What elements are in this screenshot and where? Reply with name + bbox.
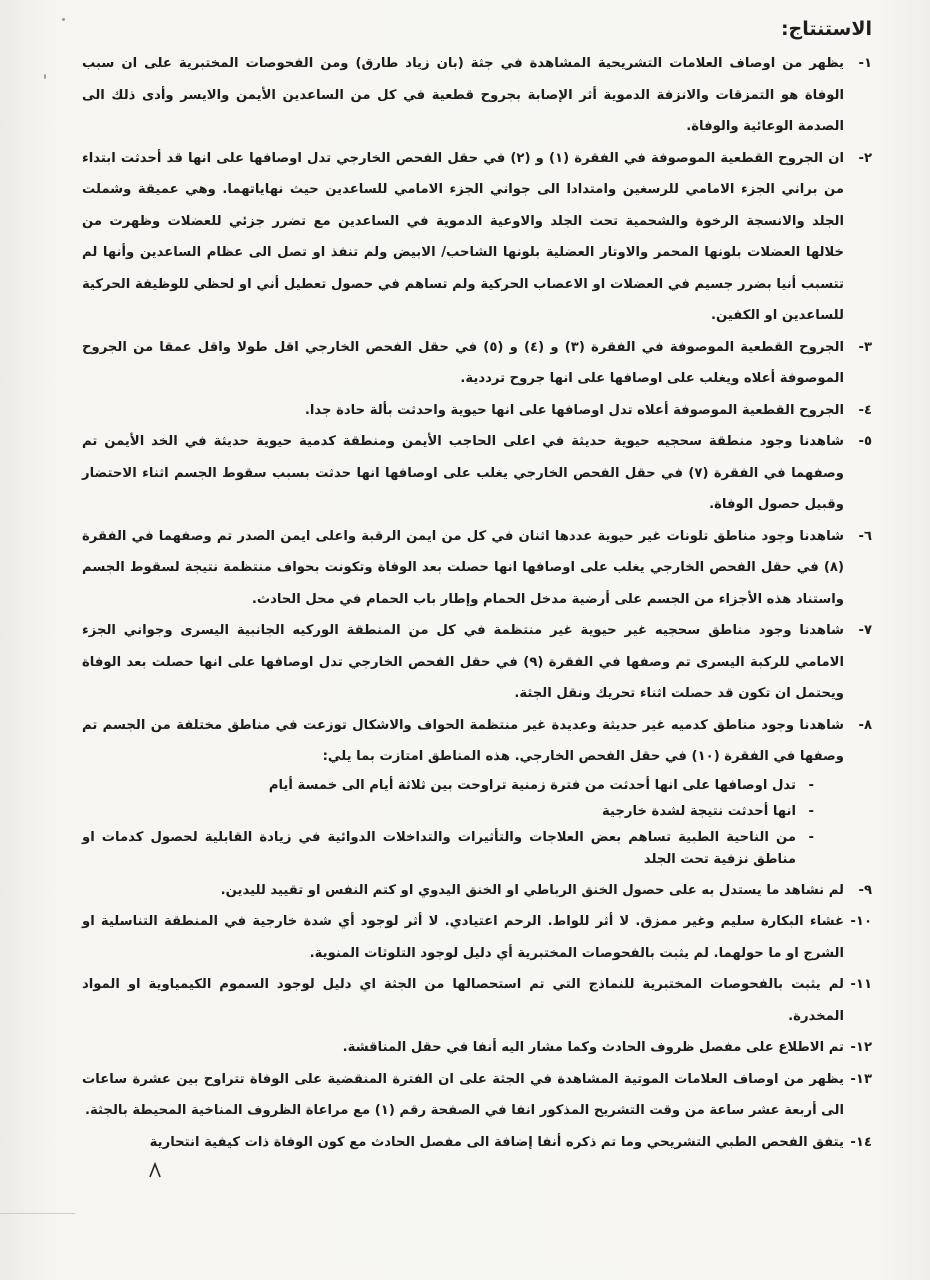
conclusion-item [82, 143, 872, 332]
item-number: ٢- [858, 150, 872, 166]
item-text: شاهدنا وجود مناطق سحجيه غير حيوية غير منتظمة في كل من المنطقة الوركيه الجانبية اليسرى وجواني الجزء الامامي للركبة اليسرى تم وصفها في الفقرة (٩) في حقل الفحص الخارجي تدل اوصافها على انها حصلت بعد الوفاة ويحتمل ان تكون قد حصلت اثناء تحريك ونقل الجثة. [82, 623, 844, 701]
handwritten-mark [148, 1162, 162, 1178]
item-text-block [82, 906, 844, 969]
conclusion-item [82, 1064, 872, 1127]
bullet-dash: - [808, 777, 814, 793]
item-text-block [82, 521, 844, 616]
scan-speck [44, 74, 46, 79]
conclusion-item [82, 1127, 872, 1159]
item-text: شاهدنا وجود مناطق تلونات غير حيوية عددها اثنان في كل من ايمن الرقبة واعلى ايمن الصدر تم وصفهما في الفقرة (٨) في حقل الفحص الخارجي يغلب على اوصافها انها حصلت بعد الوفاة وتكونت بحواف منتظمة نتيجة لسقوط الجسم واستناد هذه الأجزاء من الجسم على أرضية مدخل الحمام وإطار باب الحمام في محل الحادث. [82, 528, 844, 607]
item-text: لم يثبت بالفحوصات المختبرية للنماذج التي تم استحصالها من الجثة اي دليل لوجود السموم الكيمياوية او المواد المخدرة. [82, 977, 844, 1024]
bullet-dash: - [808, 803, 814, 819]
item-number: ٤- [858, 402, 872, 418]
conclusion-item [82, 48, 872, 143]
item-number: ٥- [858, 434, 872, 449]
bullet-text: من الناحية الطبية تساهم بعض العلاجات والتأثيرات والتداخلات الدوائية في زيادة القابلية لحصول كدمات او مناطق نزفية تحت الجلد [82, 829, 796, 867]
conclusion-heading: الاستنتاج: [780, 18, 872, 40]
item-text-block [82, 395, 844, 427]
item-text: تم الاطلاع على مفصل ظروف الحادث وكما مشار اليه أنفا في حقل المناقشة. [342, 1040, 844, 1055]
bullet-list [82, 775, 844, 871]
item-text: الجروح القطعية الموصوفة أعلاه تدل اوصافها على انها حيوية واحدثت بألة حادة جدا. [304, 402, 844, 418]
item-text-block [82, 143, 844, 332]
item-text-block [82, 1127, 844, 1159]
page-edge-line [0, 1213, 75, 1214]
item-number: ١١- [850, 977, 872, 992]
conclusion-item [82, 710, 872, 875]
item-text: يظهر من اوصاف العلامات الموتية المشاهدة في الجثة على ان الفترة المنقضية على الوفاة تتراوح بين عشرة ساعات الى أربعة عشر ساعة من وقت التشريح المذكور انفا في الصفحة رقم (١) مع مراعاة الظروف المناخية المحيطة بالجثة. [82, 1071, 844, 1118]
conclusion-item [82, 426, 872, 521]
item-number: ١٤- [850, 1134, 872, 1150]
item-text: غشاء البكارة سليم وغير ممزق. لا أثر للواط. الرحم اعتيادي. لا أثر لوجود أي شدة خارجية في المنطقة التناسلية او الشرج او ما حولهما. لم يثبت بالفحوصات المختبرية أي دليل لوجود التلوثات المنوية. [82, 914, 844, 961]
bullet-item [82, 775, 814, 797]
item-text: لم نشاهد ما يستدل به على حصول الخنق الرباطي او الخنق اليدوي او كتم النفس او تقييد لليدين. [220, 882, 844, 898]
item-number: ١٢- [850, 1040, 872, 1055]
item-text-block [82, 332, 844, 395]
item-number: ٧- [858, 623, 872, 638]
item-text: يظهر من اوصاف العلامات التشريحية المشاهدة في جثة (بان زياد طارق) ومن الفحوصات المختبرية على ان سبب الوفاة هو التمزقات والانزفة الدموية أثر الإصابة بجروح قطعية في كل من الساعدين الأيمن والايسر وأدى ذلك الى الصدمة الوعائية والوفاة. [82, 56, 844, 134]
item-number: ١- [858, 56, 872, 71]
bullet-dash: - [808, 829, 814, 845]
bullet-text: تدل اوصافها على انها أحدثت من فترة زمنية تراوحت بين ثلاثة أيام الى خمسة أيام [268, 777, 796, 793]
item-text-block [82, 1032, 844, 1064]
item-number: ٦- [858, 528, 872, 544]
conclusion-list [82, 48, 872, 1158]
conclusion-item [82, 615, 872, 710]
conclusion-item [82, 1032, 872, 1064]
item-text: الجروح القطعية الموصوفة في الفقرة (٣) و (٤) و (٥) في حقل الفحص الخارجي اقل طولا واقل عمقا من الجروح الموصوفة أعلاه ويغلب على اوصافها على انها جروح ترددية. [82, 339, 844, 386]
item-number: ١٣- [850, 1071, 872, 1087]
item-text-block [82, 1064, 844, 1127]
item-text: شاهدنا وجود مناطق كدميه غير حديثة وعديدة غير منتظمة الحواف والاشكال توزعت في مناطق مختلفة من الجسم تم وصفها في الفقرة (١٠) في حقل الفحص الخارجي. هذه المناطق امتازت بما يلي: [82, 717, 844, 764]
item-text-block [82, 710, 844, 875]
bullet-text: انها أحدثت نتيجة لشدة خارجية [602, 803, 796, 819]
item-number: ١٠- [850, 914, 872, 929]
scan-speck [62, 18, 65, 21]
item-text-block [82, 426, 844, 521]
item-text-block [82, 48, 844, 143]
item-text: شاهدنا وجود منطقة سحجيه حيوية حديثة في اعلى الحاجب الأيمن ومنطقة كدمية حيوية حديثة في الخد الأيمن تم وصفهما في الفقرة (٧) في حقل الفحص الخارجي يغلب على اوصافها انها حدثت بسبب سقوط الجسم اثناء الاحتضار وقبيل حصول الوفاة. [82, 434, 844, 512]
item-number: ٨- [858, 717, 872, 733]
item-number: ٩- [858, 882, 872, 898]
item-text-block [82, 615, 844, 710]
item-text-block [82, 875, 844, 907]
bullet-item [82, 801, 814, 823]
item-number: ٣- [858, 339, 872, 355]
document-body [82, 18, 872, 1158]
item-text: ان الجروح القطعية الموصوفة في الفقرة (١) و (٢) في حقل الفحص الخارجي تدل اوصافها على انها قد أحدثت ابتداء من براني الجزء الامامي للرسغين وامتدادا الى جواني الجزء الامامي للساعدين حيث نهاياتهما. وهي عميقة وشملت الجلد والانسجة الرخوة والشحمية تحت الجلد والاوعية الدموية في الساعدين مع تضرر جزئي للعضلات وظهرت من خلالها العضلات بلونها المحمر والاوتار العضلية بلونها الشاحب/ الابيض ولم تنفذ او تصل الى عظام الساعدين وأنها لم تتسبب أنيا بضرر جسيم في العضلات او الاعصاب الحركية ولم تساهم في حصول تعطيل أني او لحظي للوظيفة الحركية للساعدين او الكفين. [82, 150, 844, 323]
conclusion-item [82, 521, 872, 616]
item-text: يتفق الفحص الطبي التشريحي وما تم ذكره أنفا إضافة الى مفصل الحادث مع كون الوفاة ذات كيفية انتحارية [149, 1134, 844, 1150]
conclusion-item [82, 332, 872, 395]
item-text-block [82, 969, 844, 1032]
conclusion-item [82, 906, 872, 969]
conclusion-item [82, 969, 872, 1032]
conclusion-item [82, 395, 872, 427]
bullet-item [82, 827, 814, 871]
conclusion-item [82, 875, 872, 907]
